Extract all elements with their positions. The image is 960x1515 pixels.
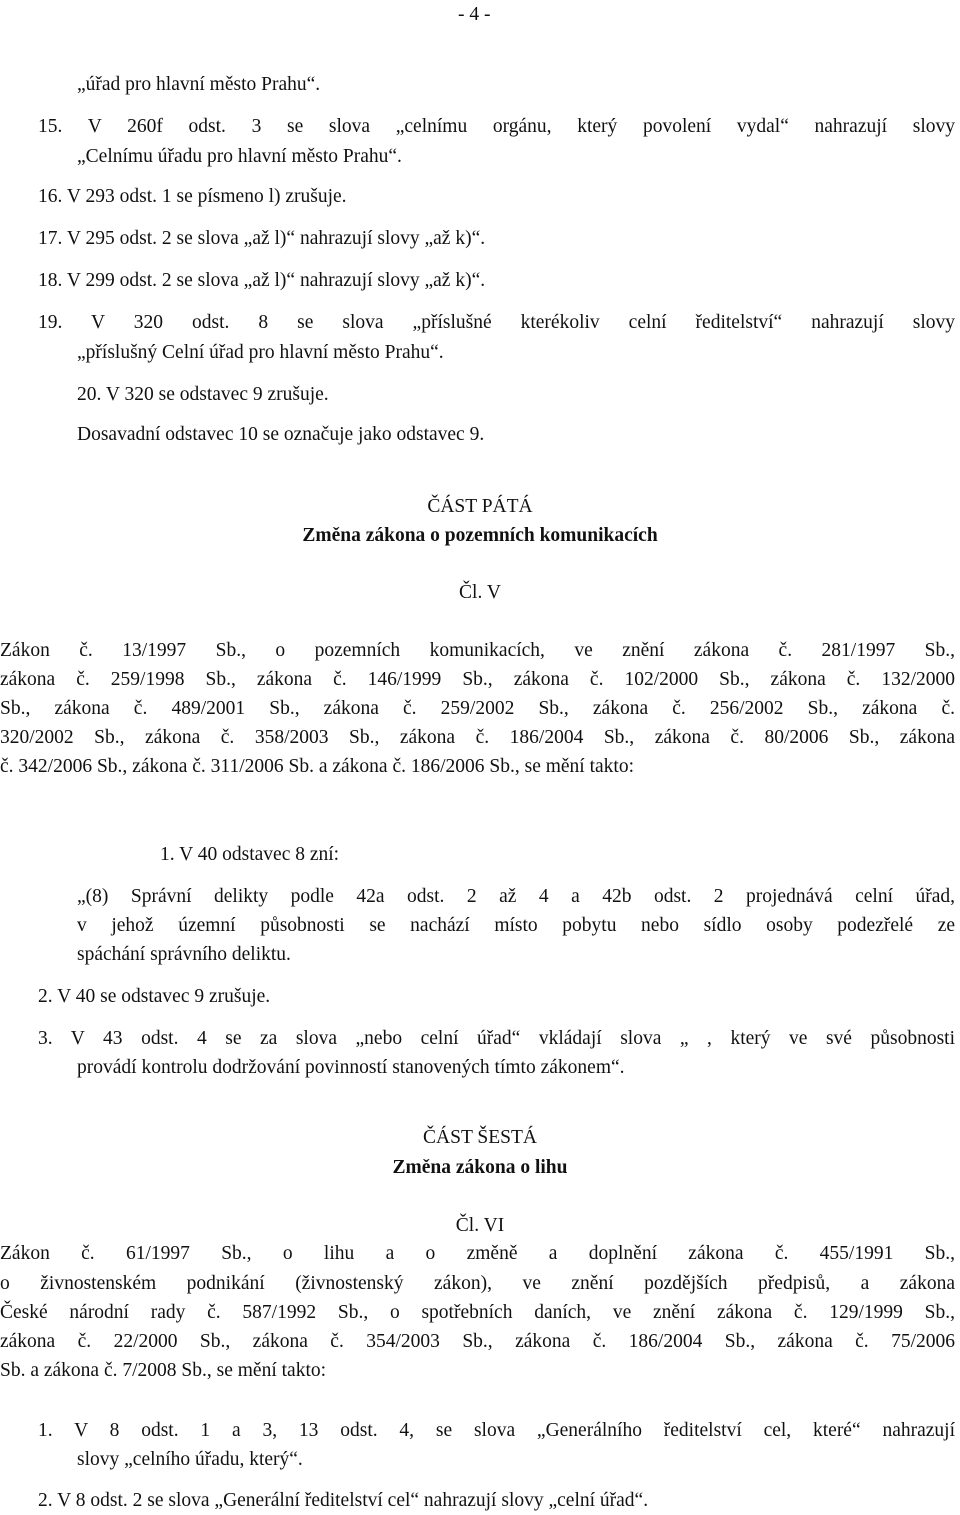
paragraph-19-line-1: 19. V 320 odst. 8 se slova „příslušné kterékoliv celní ředitelství“ nahrazují slovy: [38, 312, 955, 333]
part-5-heading: ČÁST PÁTÁ: [427, 496, 533, 517]
text-line: „úřad pro hlavní město Prahu“.: [77, 74, 321, 95]
item-1-line-1: 1. V 8 odst. 1 a 3, 13 odst. 4, se slova „Generálního ředitelství cel, které“ nahrazují: [38, 1420, 955, 1441]
intro-line: zákona č. 22/2000 Sb., zákona č. 354/2003 Sb., zákona č. 186/2004 Sb., zákona č. 75/2006: [0, 1331, 955, 1352]
intro-line: Zákon č. 13/1997 Sb., o pozemních komunikacích, ve znění zákona č. 281/1997 Sb.,: [0, 640, 955, 661]
intro-line: č. 342/2006 Sb., zákona č. 311/2006 Sb. a zákona č. 186/2006 Sb., se mění takto:: [0, 756, 635, 777]
page-number: - 4 -: [458, 4, 491, 25]
intro-line: Sb. a zákona č. 7/2008 Sb., se mění takto:: [0, 1360, 327, 1381]
item-3-line-2: provádí kontrolu dodržování povinností stanovených tímto zákonem“.: [77, 1057, 625, 1078]
paragraph-19-line-2: „příslušný Celní úřad pro hlavní město Prahu“.: [77, 342, 444, 363]
part-6-title: Změna zákona o lihu: [392, 1157, 568, 1178]
quoted-line: „(8) Správní delikty podle 42a odst. 2 až 4 a 42b odst. 2 projednává celní úřad,: [77, 886, 955, 907]
intro-line: České národní rady č. 587/1992 Sb., o spotřebních daních, ve znění zákona č. 129/1999 Sb.,: [0, 1302, 955, 1323]
quoted-line: v jehož územní působnosti se nachází místo pobytu nebo sídlo osoby podezřelé ze: [77, 915, 955, 936]
intro-line: Zákon č. 61/1997 Sb., o lihu a o změně a doplnění zákona č. 455/1991 Sb.,: [0, 1243, 955, 1264]
intro-line: zákona č. 259/1998 Sb., zákona č. 146/1999 Sb., zákona č. 102/2000 Sb., zákona č. 132/2000: [0, 669, 955, 690]
paragraph-15-line-1: 15. V 260f odst. 3 se slova „celnímu orgánu, který povolení vydal“ nahrazují slovy: [38, 116, 955, 137]
item-1: 1. V 40 odstavec 8 zní:: [160, 844, 340, 865]
item-3-line-1: 3. V 43 odst. 4 se za slova „nebo celní úřad“ vkládají slova „ , který ve své působnosti: [38, 1028, 955, 1049]
intro-line: o živnostenském podnikání (živnostenský zákon), ve znění pozdějších předpisů, a zákona: [0, 1273, 955, 1294]
item-1-line-2: slovy „celního úřadu, který“.: [77, 1449, 303, 1470]
intro-line: Sb., zákona č. 489/2001 Sb., zákona č. 259/2002 Sb., zákona č. 256/2002 Sb., zákona č.: [0, 698, 955, 719]
intro-line: 320/2002 Sb., zákona č. 358/2003 Sb., zákona č. 186/2004 Sb., zákona č. 80/2006 Sb., zákona: [0, 727, 955, 748]
paragraph-15-line-2: „Celnímu úřadu pro hlavní město Prahu“.: [77, 146, 402, 167]
paragraph-17: 17. V 295 odst. 2 se slova „až l)“ nahrazují slovy „až k)“.: [38, 228, 486, 249]
paragraph-20-note: Dosavadní odstavec 10 se označuje jako odstavec 9.: [77, 424, 485, 445]
paragraph-18: 18. V 299 odst. 2 se slova „až l)“ nahrazují slovy „až k)“.: [38, 270, 486, 291]
article-6-label: Čl. VI: [455, 1215, 505, 1236]
item-2: 2. V 40 se odstavec 9 zrušuje.: [38, 986, 271, 1007]
quoted-line: spáchání správního deliktu.: [77, 944, 291, 965]
paragraph-20: 20. V 320 se odstavec 9 zrušuje.: [77, 384, 329, 405]
paragraph-16: 16. V 293 odst. 1 se písmeno l) zrušuje.: [38, 186, 347, 207]
item-2: 2. V 8 odst. 2 se slova „Generální ředitelství cel“ nahrazují slovy „celní úřad“.: [38, 1490, 649, 1511]
part-5-title: Změna zákona o pozemních komunikacích: [302, 525, 658, 546]
article-5-label: Čl. V: [459, 582, 501, 603]
part-6-heading: ČÁST ŠESTÁ: [423, 1127, 537, 1148]
